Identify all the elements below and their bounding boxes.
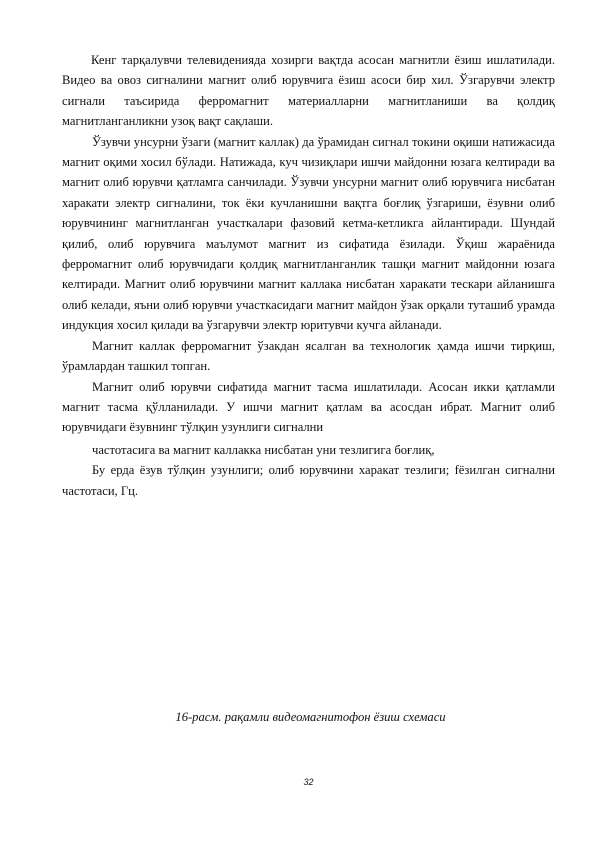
formula-line: частотасига ва магнит каллакка нисбатан уни тезлигига боғлиқ, xyxy=(92,442,435,457)
paragraph-magnetic-tape: Магнит олиб юрувчи сифатида магнит тасма ишлатилади. Асосан икки қатламли магнит тасма қўлланилади. У ишчи магнит қатлам ва асосдан ибрат. Магнит олиб юрувчидаги ёзувнинг тўлқин узунлиги сигнални xyxy=(62,379,555,435)
paragraph-formula-explanation: Бу ерда ёзув тўлқин узунлиги; олиб юрувчини харакат тезлиги; fёзилган сигнални частотаси, Гц. xyxy=(62,463,555,498)
paragraph-recording-element: Ўзувчи унсурни ўзаги (магнит каллак) да ўрамидан сигнал токини оқиши натижасида магнит оқими хосил бўлади. Натижада, куч чизиқлари ишчи майдонни юзага келтиради ва магнит олиб юрувчи қатламга санчилади. Ўзувчи унсурни магнит олиб юрувчига нисбатан харакати электр сигналини, ток ёки кучланишни вақтга боғлиқ ўзгариши, ёзувни олиб юрувчининг магнитланган участкалари фазовий кетма-кетликга айлантиради. Шундай қилиб, олиб юрувчига маълумот магнит из сифатида ёзилади. Ўқиш жараёнида ферромагнит олиб юрувчидаги қолдиқ магнитланганлик ташқи магнит майдонни юзага келтиради. Магнит олиб юрувчини магнит каллака нисбатан харакати тескари айланишга олиб келади, яъни олиб юрувчи участкасидаги магнит майдон ўзак орқали туташиб урамда индукция хосил қилади ва ўзгарувчи электр юритувчи кучга айланади. xyxy=(62,134,555,333)
figure-caption: 16-расм. рақамли видеомагнитофон ёзиш схемаси xyxy=(175,710,446,724)
page-number: 32 xyxy=(303,777,314,787)
paragraph-magnetic-head: Магнит каллак ферромагнит ўзакдан ясалган ва технологик ҳамда ишчи тирқиш, ўрамлардан ташкил топган. xyxy=(62,338,555,374)
paragraph-magnetic-recording-intro: Кенг тарқалувчи телевиденияда хозирги вақтда асосан магнитли ёзиш ишлатилади. Видео ва овоз сигналини магнит олиб юрувчига ёзиш асоси бир хил. Ўзгарувчи электр сигнали таъсирида ферромагнит материалларни магнитланиши ва қолдиқ магнитланганликни узоқ вақт сақлаши. xyxy=(62,53,555,129)
document-body xyxy=(62,50,555,501)
